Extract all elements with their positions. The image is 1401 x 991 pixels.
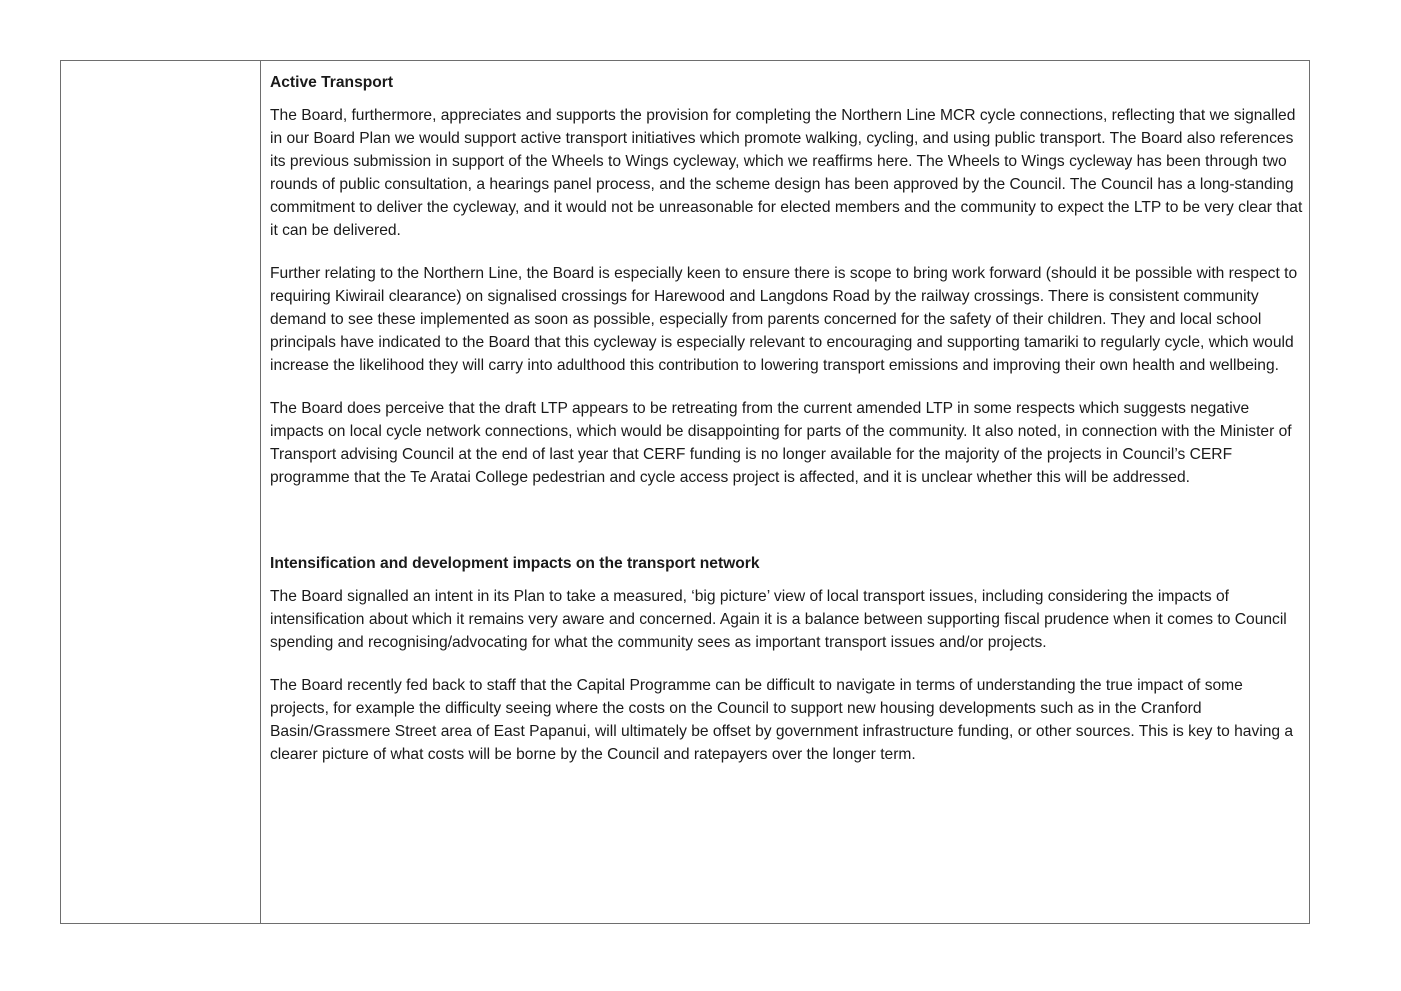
table-left-cell (61, 61, 261, 923)
paragraph: The Board signalled an intent in its Plan to take a measured, ‘big picture’ view of local transport issues, including considering the impacts of intensification about which it remains very aware and concerned. Again it is a balance between supporting fiscal prudence when it comes to Council spending and recognising/advocating for what the community sees as important transport issues and/or projects. (270, 588, 1287, 651)
paragraph: Further relating to the Northern Line, the Board is especially keen to ensure there is scope to bring work forward (should it be possible with respect to requiring Kiwirail clearance) on signalised crossings for Harewood and Langdons Road by the railway crossings. There is consistent community demand to see these implemented as soon as possible, especially from parents concerned for the safety of their children. They and local school principals have indicated to the Board that this cycleway is especially relevant to encouraging and supporting tamariki to regularly cycle, which would increase the likelihood they will carry into adulthood this contribution to lowering transport emissions and improving their own health and wellbeing. (270, 265, 1298, 374)
document-table (60, 60, 1310, 924)
table-content-cell (261, 61, 1309, 923)
section-heading-intensification: Intensification and development impacts on the transport network (270, 555, 760, 572)
paragraph: The Board, furthermore, appreciates and supports the provision for completing the Northern Line MCR cycle connections, reflecting that we signalled in our Board Plan we would support active transport initiatives which promote walking, cycling, and using public transport. The Board also references its previous submission in support of the Wheels to Wings cycleway, which we reaffirms here. The Wheels to Wings cycleway has been through two rounds of public consultation, a hearings panel process, and the scheme design has been approved by the Council. The Council has a long-standing commitment to deliver the cycleway, and it would not be unreasonable for elected members and the community to expect the LTP to be very clear that it can be delivered. (270, 107, 1303, 239)
section-heading-active-transport: Active Transport (270, 74, 394, 91)
paragraph: The Board recently fed back to staff that the Capital Programme can be difficult to navigate in terms of understanding the true impact of some projects, for example the difficulty seeing where the costs on the Council to support new housing developments such as in the Cranford Basin/Grassmere Street area of East Papanui, will ultimately be offset by government infrastructure funding, or other sources. This is key to having a clearer picture of what costs will be borne by the Council and ratepayers over the longer term. (270, 677, 1294, 763)
section-spacer (270, 509, 1303, 553)
paragraph: The Board does perceive that the draft LTP appears to be retreating from the current amended LTP in some respects which suggests negative impacts on local cycle network connections, which would be disappointing for parts of the community. It also noted, in connection with the Minister of Transport advising Council at the end of last year that CERF funding is no longer available for the majority of the projects in Council’s CERF programme that the Te Aratai College pedestrian and cycle access project is affected, and it is unclear whether this will be addressed. (270, 400, 1292, 486)
